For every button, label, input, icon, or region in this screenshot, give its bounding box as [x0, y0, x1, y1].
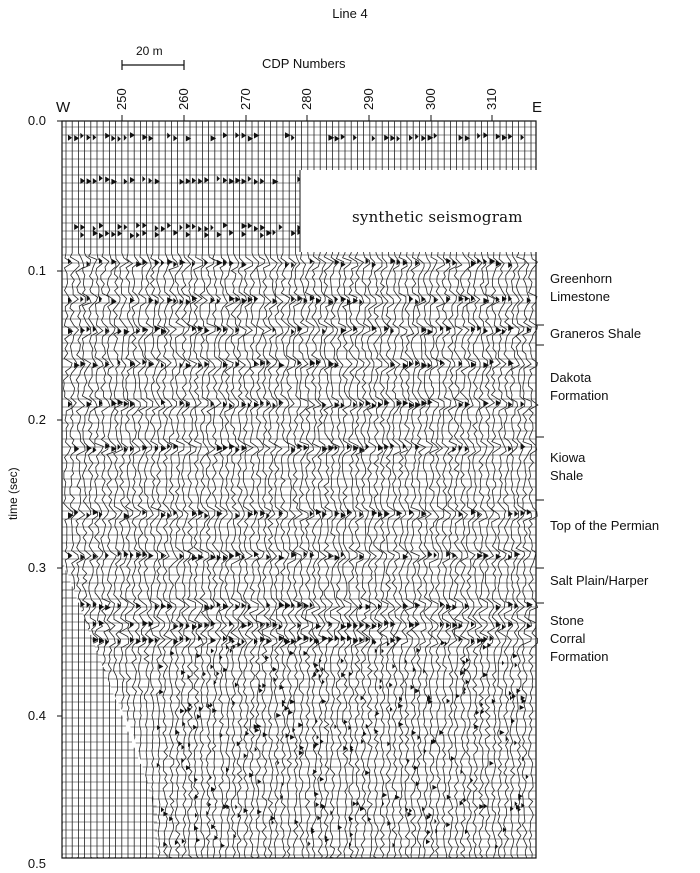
wavelet-peak — [80, 133, 83, 139]
wavelet-peak — [434, 133, 437, 139]
figure-title: Line 4 — [332, 6, 368, 21]
wavelet-peak — [130, 552, 134, 558]
wavelet-peak — [382, 649, 384, 654]
wavelet-peak — [197, 653, 201, 658]
wavelet-peak — [217, 260, 223, 266]
wavelet-peak — [316, 802, 320, 807]
wavelet-peak — [87, 135, 91, 141]
wavelet-peak — [105, 552, 109, 558]
wavelet-peak — [273, 179, 279, 185]
wavelet-peak — [310, 258, 313, 264]
wavelet-peak — [258, 684, 261, 689]
cdp-tick-label: 250 — [114, 88, 129, 110]
wavelet-peak — [514, 511, 518, 517]
wavelet-peak — [424, 749, 427, 754]
wavelet-peak — [341, 658, 344, 663]
wavelet-peak — [366, 444, 369, 450]
wavelet-peak — [265, 655, 269, 660]
wavelet-peak — [248, 176, 252, 182]
wavelet-peak — [130, 297, 135, 303]
wavelet-peak — [111, 179, 117, 185]
wavelet-peak — [149, 553, 154, 559]
wavelet-peak — [217, 511, 223, 517]
wavelet-peak — [262, 683, 266, 688]
wavelet-peak — [211, 554, 217, 560]
wavelet-peak — [409, 808, 412, 813]
wavelet-peak — [211, 637, 217, 643]
wavelet-peak — [105, 361, 110, 367]
wavelet-peak — [328, 135, 334, 141]
wavelet-peak — [159, 690, 164, 695]
wavelet-peak — [471, 296, 475, 302]
wavelet-peak — [254, 296, 258, 302]
wavelet-peak — [463, 798, 466, 803]
wavelet-peak — [421, 296, 425, 302]
wavelet-peak — [155, 225, 159, 231]
wavelet-peak — [260, 400, 264, 406]
formation-greenhorn: Greenhorn Limestone — [550, 271, 613, 304]
wavelet-peak — [254, 639, 258, 645]
wavelet-peak — [87, 512, 90, 518]
wavelet-peak — [317, 735, 319, 740]
wavelet-peak — [260, 232, 264, 238]
wavelet-peak — [508, 446, 512, 452]
west-label: W — [56, 99, 71, 116]
wavelet-peak — [428, 363, 432, 369]
wavelet-peak — [272, 820, 274, 825]
formation-saltplain: Salt Plain/Harper — [550, 573, 649, 588]
wavelet-peak — [496, 844, 498, 849]
wavelet-peak — [210, 775, 212, 780]
wavelet-peak — [248, 223, 252, 229]
wavelet-peak — [161, 603, 166, 609]
wavelet-peak — [313, 769, 317, 774]
wavelet-peak — [412, 730, 417, 735]
wavelet-peak — [235, 327, 239, 333]
wavelet-peak — [273, 327, 276, 333]
wavelet-peak — [479, 804, 484, 809]
wavelet-peak — [237, 642, 241, 647]
wavelet-peak — [99, 175, 103, 181]
wavelet-peak — [282, 700, 286, 705]
wavelet-peak — [471, 260, 477, 266]
wavelet-peak — [483, 636, 487, 642]
wavelet-peak — [182, 722, 185, 727]
wavelet-peak — [441, 640, 445, 645]
wavelet-peak — [316, 668, 319, 673]
wavelet-peak — [180, 362, 183, 368]
wavelet-peak — [192, 555, 198, 561]
wavelet-peak — [335, 724, 337, 729]
seismic-trace — [212, 121, 221, 858]
wavelet-peak — [211, 297, 216, 303]
wavelet-peak — [235, 551, 241, 557]
wavelet-peak — [161, 260, 164, 266]
wavelet-peak — [279, 602, 285, 608]
wavelet-peak — [142, 176, 145, 182]
wavelet-peak — [328, 637, 333, 643]
wavelet-peak — [477, 325, 481, 331]
wavelet-peak — [415, 621, 419, 627]
wavelet-peak — [194, 777, 198, 782]
wavelet-peak — [335, 555, 341, 561]
wavelet-peak — [248, 511, 254, 517]
wavelet-peak — [452, 552, 456, 558]
formation-kiowa: Kiowa Shale — [550, 450, 586, 483]
wavelet-peak — [353, 801, 357, 806]
cdp-tick-label: 270 — [238, 88, 253, 110]
wavelet-peak — [341, 403, 345, 409]
wavelet-peak — [527, 509, 532, 515]
wavelet-peak — [322, 635, 328, 641]
wavelet-peak — [409, 296, 413, 302]
wavelet-peak — [211, 135, 217, 141]
wavelet-peak — [220, 843, 225, 848]
wavelet-peak — [428, 135, 434, 141]
wavelet-peak — [130, 637, 134, 643]
wavelet-peak — [353, 135, 357, 141]
wavelet-peak — [514, 740, 517, 745]
wavelet-peak — [452, 604, 457, 610]
time-tick-label: 0.0 — [27, 113, 46, 128]
wavelet-peak — [341, 635, 346, 641]
wavelet-peak — [161, 807, 164, 812]
wavelet-peak — [527, 602, 533, 608]
wavelet-peak — [74, 362, 80, 368]
wavelet-peak — [508, 360, 514, 366]
wavelet-peak — [182, 839, 185, 844]
wavelet-peak — [124, 135, 127, 141]
wavelet-peak — [328, 621, 332, 627]
wavelet-peak — [372, 403, 376, 409]
wavelet-peak — [229, 260, 234, 266]
wavelet-peak — [279, 224, 283, 230]
wavelet-peak — [211, 648, 214, 653]
wavelet-peak — [242, 639, 245, 645]
wavelet-peak — [229, 444, 235, 450]
wavelet-peak — [423, 669, 425, 674]
wavelet-peak — [508, 601, 513, 607]
wavelet-peak — [446, 622, 450, 628]
wavelet-peak — [421, 400, 427, 406]
wavelet-peak — [483, 553, 489, 559]
wavelet-peak — [291, 135, 294, 141]
wavelet-peak — [167, 297, 173, 303]
wavelet-peak — [521, 401, 525, 407]
wavelet-peak — [255, 728, 260, 733]
wavelet-peak — [192, 224, 196, 230]
wavelet-peak — [366, 604, 372, 610]
wavelet-peak — [297, 623, 301, 629]
wavelet-peak — [235, 604, 239, 610]
wavelet-peak — [308, 841, 310, 846]
wavelet-peak — [415, 134, 418, 140]
wavelet-peak — [322, 679, 325, 684]
wavelet-peak — [161, 399, 166, 405]
wavelet-peak — [254, 551, 259, 557]
wavelet-peak — [510, 696, 512, 701]
wavelet-peak — [403, 443, 406, 449]
wavelet-peak — [500, 730, 505, 735]
wavelet-peak — [124, 179, 128, 185]
wavelet-peak — [445, 641, 447, 646]
wavelet-peak — [235, 447, 239, 453]
wavelet-peak — [426, 839, 430, 844]
wavelet-peak — [527, 623, 531, 629]
wavelet-peak — [338, 825, 342, 830]
wavelet-peak — [80, 296, 83, 302]
wavelet-peak — [484, 804, 488, 809]
wavelet-peak — [434, 552, 437, 558]
wavelet-peak — [235, 682, 239, 687]
formation-dakota: Dakota Formation — [550, 370, 609, 403]
formation-permian: Top of the Permian — [550, 518, 660, 533]
wavelet-peak — [180, 225, 183, 231]
wavelet-peak — [173, 510, 177, 516]
wavelet-peak — [203, 672, 206, 677]
wavelet-peak — [350, 832, 353, 837]
wavelet-peak — [502, 661, 504, 666]
wavelet-peak — [232, 639, 235, 644]
wavelet-peak — [279, 685, 284, 690]
wavelet-peak — [219, 655, 222, 660]
wavelet-peak — [248, 297, 253, 303]
wavelet-peak — [496, 327, 502, 333]
wavelet-peak — [517, 688, 521, 693]
formation-stonecorral: Stone Corral Formation — [550, 613, 609, 664]
wavelet-peak — [483, 645, 487, 650]
seismic-trace — [231, 121, 240, 858]
wavelet-peak — [502, 296, 507, 302]
time-tick-label: 0.2 — [27, 412, 46, 427]
east-label: E — [532, 99, 543, 116]
wavelet-peak — [192, 624, 197, 630]
wavelet-peak — [464, 668, 467, 673]
wavelet-peak — [477, 133, 480, 139]
deep-mute-area — [63, 560, 157, 857]
wavelet-peak — [397, 636, 402, 642]
wavelet-peak — [136, 232, 140, 238]
wavelet-peak — [466, 680, 470, 685]
time-tick-label: 0.4 — [27, 708, 46, 723]
wavelet-peak — [347, 509, 352, 515]
wavelet-peak — [211, 225, 214, 231]
wavelet-peak — [80, 361, 86, 367]
wavelet-peak — [515, 663, 518, 668]
wavelet-peak — [341, 512, 346, 518]
wavelet-peak — [335, 362, 339, 368]
wavelet-peak — [432, 785, 437, 790]
wavelet-peak — [242, 554, 246, 560]
wavelet-peak — [349, 672, 352, 677]
wavelet-peak — [223, 445, 228, 451]
x-axis-title: CDP Numbers — [262, 56, 346, 71]
wavelet-peak — [314, 792, 319, 797]
wavelet-peak — [68, 135, 72, 141]
wavelet-peak — [477, 553, 483, 559]
wavelet-peak — [257, 809, 262, 814]
wavelet-peak — [513, 653, 518, 658]
wavelet-peak — [229, 296, 235, 302]
wavelet-peak — [411, 685, 415, 690]
wavelet-peak — [429, 813, 433, 818]
wavelet-peak — [446, 604, 452, 610]
wavelet-peak — [217, 176, 220, 182]
cdp-tick-label: 260 — [176, 88, 191, 110]
wavelet-peak — [175, 730, 180, 735]
wavelet-peak — [456, 694, 460, 699]
wavelet-peak — [276, 713, 281, 718]
wavelet-peak — [471, 778, 474, 783]
wavelet-peak — [320, 777, 324, 782]
wavelet-peak — [483, 328, 488, 334]
wavelet-peak — [290, 735, 295, 740]
wavelet-peak — [242, 223, 248, 229]
wavelet-peak — [167, 223, 171, 229]
wavelet-peak — [399, 722, 404, 727]
wavelet-peak — [118, 444, 121, 450]
wavelet-peak — [258, 779, 262, 784]
wavelet-peak — [192, 295, 198, 301]
wavelet-peak — [198, 635, 201, 641]
wavelet-peak — [483, 400, 489, 406]
wavelet-peak — [471, 621, 475, 627]
wavelet-peak — [372, 135, 375, 141]
scale-bar-label: 20 m — [136, 44, 163, 58]
wavelet-peak — [80, 232, 84, 238]
wavelet-peak — [204, 328, 209, 334]
wavelet-peak — [173, 135, 177, 141]
wavelet-peak — [136, 261, 142, 267]
wavelet-peak — [508, 134, 512, 140]
wavelet-peak — [211, 604, 214, 610]
wavelet-peak — [397, 136, 400, 142]
wavelet-peak — [204, 513, 208, 519]
wavelet-peak — [118, 136, 121, 142]
wavelet-peak — [380, 685, 383, 690]
cdp-tick-label: 310 — [484, 88, 499, 110]
synthetic-seismogram-label: synthetic seismogram — [352, 208, 523, 226]
wavelet-peak — [210, 703, 213, 708]
wavelet-peak — [464, 687, 466, 692]
wavelet-peak — [285, 132, 291, 138]
time-tick-label: 0.1 — [27, 263, 46, 278]
wavelet-peak — [277, 760, 279, 765]
wavelet-peak — [223, 177, 227, 183]
wavelet-peak — [503, 827, 506, 832]
wavelet-peak — [216, 671, 219, 676]
wavelet-peak — [427, 830, 430, 835]
seismic-trace — [188, 121, 197, 858]
cdp-tick-label: 280 — [299, 88, 314, 110]
wavelet-peak — [242, 623, 248, 629]
wavelet-peak — [124, 224, 128, 230]
wavelet-peak — [418, 735, 421, 740]
wavelet-peak — [159, 664, 164, 669]
wavelet-peak — [520, 705, 525, 710]
wavelet-peak — [149, 638, 154, 644]
wavelet-peak — [310, 511, 313, 517]
time-tick-label: 0.5 — [27, 856, 46, 871]
wavelet-peak — [196, 838, 200, 843]
wavelet-peak — [87, 445, 92, 451]
wavelet-peak — [204, 260, 208, 266]
wavelet-peak — [211, 664, 214, 669]
wavelet-peak — [235, 132, 239, 138]
wavelet-peak — [490, 761, 494, 766]
wavelet-peak — [297, 636, 302, 642]
wavelet-peak — [383, 793, 388, 798]
wavelet-peak — [254, 179, 258, 185]
formation-graneros: Graneros Shale — [550, 326, 642, 341]
seismic-trace — [144, 121, 153, 858]
wavelet-peak — [80, 327, 85, 333]
wavelet-peak — [502, 329, 506, 335]
wavelet-peak — [316, 719, 318, 724]
wavelet-peak — [374, 640, 377, 645]
wavelet-peak — [185, 708, 187, 713]
wavelet-peak — [221, 733, 223, 738]
wavelet-peak — [273, 230, 276, 236]
wavelet-peak — [180, 709, 185, 714]
wavelet-peak — [459, 135, 463, 141]
wavelet-peak — [167, 133, 170, 139]
wavelet-peak — [347, 635, 352, 641]
wavelet-peak — [142, 327, 148, 333]
wavelet-peak — [335, 296, 339, 302]
wavelet-peak — [310, 637, 313, 643]
cdp-tick-label: 290 — [361, 88, 376, 110]
y-axis-title: time (sec) — [6, 467, 20, 520]
wavelet-peak — [229, 621, 233, 627]
wavelet-peak — [322, 511, 327, 517]
wavelet-peak — [279, 362, 285, 368]
seismic-trace — [163, 121, 172, 858]
wavelet-peak — [349, 816, 353, 821]
wavelet-peak — [167, 259, 173, 265]
cdp-tick-label: 300 — [423, 88, 438, 110]
wavelet-peak — [235, 805, 237, 810]
wavelet-peak — [111, 135, 115, 141]
wavelet-peak — [451, 756, 455, 761]
wavelet-peak — [428, 699, 433, 704]
seismic-trace — [281, 121, 290, 858]
wavelet-peak — [314, 663, 319, 668]
wavelet-peak — [405, 807, 408, 812]
seismic-trace — [150, 121, 159, 858]
wavelet-peak — [259, 688, 263, 693]
seismic-trace — [256, 121, 265, 858]
wavelet-peak — [508, 325, 514, 331]
wavelet-peak — [111, 401, 117, 407]
wavelet-peak — [465, 401, 470, 407]
wavelet-peak — [186, 363, 192, 369]
wavelet-peak — [378, 445, 383, 451]
wavelet-peak — [409, 509, 413, 515]
wavelet-peak — [198, 362, 202, 368]
wavelet-peak — [387, 641, 390, 646]
wavelet-peak — [208, 802, 211, 807]
wavelet-peak — [409, 135, 413, 141]
wavelet-peak — [465, 296, 469, 302]
time-tick-label: 0.3 — [27, 560, 46, 575]
wavelet-peak — [344, 720, 348, 725]
